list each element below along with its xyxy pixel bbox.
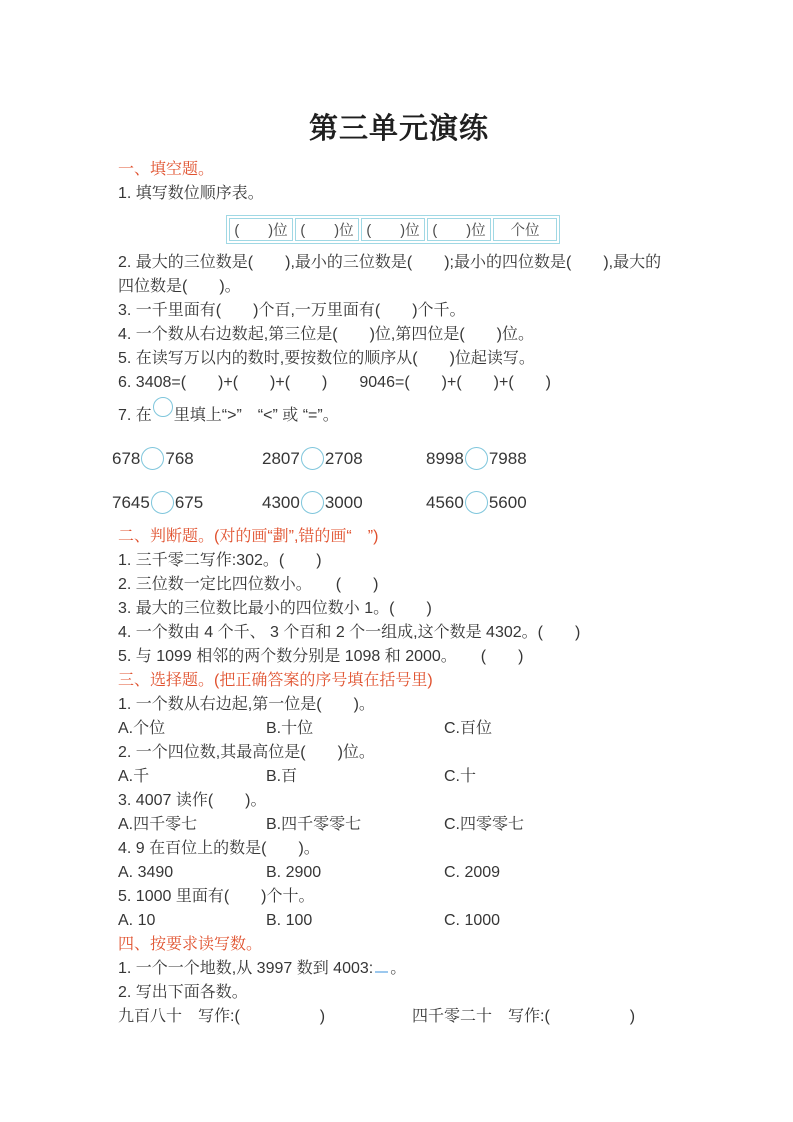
compare-right: 3000 (324, 493, 363, 512)
fill-q6: 6. 3408=( )+( )+( ) 9046=( )+( )+( ) (118, 374, 551, 391)
choice-option-b: B.十位 (266, 720, 314, 737)
circle-blank-icon (301, 491, 324, 514)
choice-option-b: B.四千零零七 (266, 816, 362, 833)
readwrite-q1 (118, 957, 680, 981)
worksheet-content (112, 106, 680, 1029)
choice-question: 5. 1000 里面有( )个十。 (118, 888, 315, 905)
fill-q2-line2: 四位数是( )。 (118, 278, 241, 295)
place-value-table (226, 215, 560, 244)
judge-item: 3. 最大的三位数比最小的四位数小 1。( ) (118, 600, 432, 617)
judge-item: 4. 一个数由 4 个千、 3 个百和 2 个一组成,这个数是 4302。( ) (118, 624, 581, 641)
compare-right: 768 (165, 449, 194, 468)
choice-options (118, 909, 680, 933)
readwrite-q1-prefix: 1. 一个一个地数,从 3997 数到 4003: (118, 960, 374, 977)
choice-question: 1. 一个数从右边起,第一位是( )。 (118, 696, 375, 713)
choice-option-c: C. 2009 (444, 864, 501, 881)
choice-option-b: B. 100 (266, 912, 313, 929)
section-heading-readwrite: 四、按要求读写数。 (118, 936, 263, 953)
judge-item: 5. 与 1099 相邻的两个数分别是 1098 和 2000。 ( ) (118, 648, 524, 665)
compare-row (112, 442, 680, 475)
answer-blank-underline (375, 958, 388, 973)
page-title: 第三单元演练 (308, 113, 489, 145)
choice-option-a: A.四千零七 (118, 816, 198, 833)
fill-q1: 1. 填写数位顺序表。 (118, 185, 264, 202)
fill-q7-suffix: 里填上“>” “<” 或 “=”。 (173, 407, 339, 424)
compare-left: 7645 (112, 493, 150, 512)
compare-left: 2807 (262, 449, 300, 468)
compare-left: 678 (112, 449, 141, 468)
choice-option-c: C.十 (444, 768, 477, 785)
section-heading-fill: 一、填空题。 (118, 161, 215, 178)
choice-option-b: B.百 (266, 768, 298, 785)
choice-option-a: A. 10 (118, 912, 156, 929)
place-value-cell: ( )位 (361, 218, 425, 241)
compare-left: 4300 (262, 493, 300, 512)
circle-blank-icon (151, 491, 174, 514)
section-heading-choice: 三、选择题。(把正确答案的序号填在括号里) (118, 672, 433, 689)
choice-options (118, 813, 680, 837)
fill-q3: 3. 一千里面有( )个百,一万里面有( )个千。 (118, 302, 466, 319)
choice-option-b: B. 2900 (266, 864, 322, 881)
place-value-cell: ( )位 (295, 218, 359, 241)
choice-options (118, 765, 680, 789)
readwrite-q1-suffix: 。 (390, 960, 407, 977)
compare-left: 8998 (426, 449, 464, 468)
circle-blank-icon (141, 447, 164, 470)
choice-option-a: A. 3490 (118, 864, 174, 881)
place-value-cell: ( )位 (427, 218, 491, 241)
fill-q4: 4. 一个数从右边数起,第三位是( )位,第四位是( )位。 (118, 326, 534, 343)
choice-option-a: A.千 (118, 768, 150, 785)
compare-pair (426, 491, 680, 514)
circle-blank-icon (153, 397, 173, 417)
readwrite-q2: 2. 写出下面各数。 (118, 984, 248, 1001)
readwrite-answer-right: 四千零二十 写作:( ) (412, 1008, 636, 1025)
choice-option-c: C.百位 (444, 720, 493, 737)
judge-item: 1. 三千零二写作:302。( ) (118, 552, 322, 569)
compare-pair (262, 447, 426, 470)
judge-item: 2. 三位数一定比四位数小。 ( ) (118, 576, 379, 593)
compare-pair (112, 491, 262, 514)
compare-right: 5600 (488, 493, 527, 512)
compare-right: 2708 (324, 449, 363, 468)
compare-row (112, 486, 680, 519)
place-value-cell: 个位 (493, 218, 557, 241)
choice-question: 4. 9 在百位上的数是( )。 (118, 840, 320, 857)
fill-q2-line1: 2. 最大的三位数是( ),最小的三位数是( );最小的四位数是( ),最大的 (118, 254, 662, 271)
circle-blank-icon (301, 447, 324, 470)
compare-pair (112, 447, 262, 470)
compare-right: 675 (174, 493, 204, 512)
choice-question: 3. 4007 读作( )。 (118, 792, 267, 809)
place-value-cell: ( )位 (229, 218, 293, 241)
compare-right: 7988 (488, 449, 527, 468)
place-value-row (229, 218, 557, 241)
compare-left: 4560 (426, 493, 464, 512)
circle-blank-icon (465, 491, 488, 514)
choice-option-a: A.个位 (118, 720, 166, 737)
fill-q7 (118, 397, 680, 431)
choice-options (118, 861, 680, 885)
fill-q5: 5. 在读写万以内的数时,要按数位的顺序从( )位起读写。 (118, 350, 535, 367)
readwrite-answer-left: 九百八十 写作:( ) (118, 1008, 326, 1025)
compare-pair (426, 447, 680, 470)
fill-q7-prefix: 7. 在 (118, 407, 152, 424)
choice-option-c: C. 1000 (444, 912, 501, 929)
section-heading-judge: 二、判断题。(对的画“劃”,错的画“ ”) (118, 528, 379, 545)
compare-pair (262, 491, 426, 514)
readwrite-answers-row (118, 1005, 680, 1029)
choice-question: 2. 一个四位数,其最高位是( )位。 (118, 744, 375, 761)
choice-option-c: C.四零零七 (444, 816, 525, 833)
circle-blank-icon (465, 447, 488, 470)
choice-options (118, 717, 680, 741)
